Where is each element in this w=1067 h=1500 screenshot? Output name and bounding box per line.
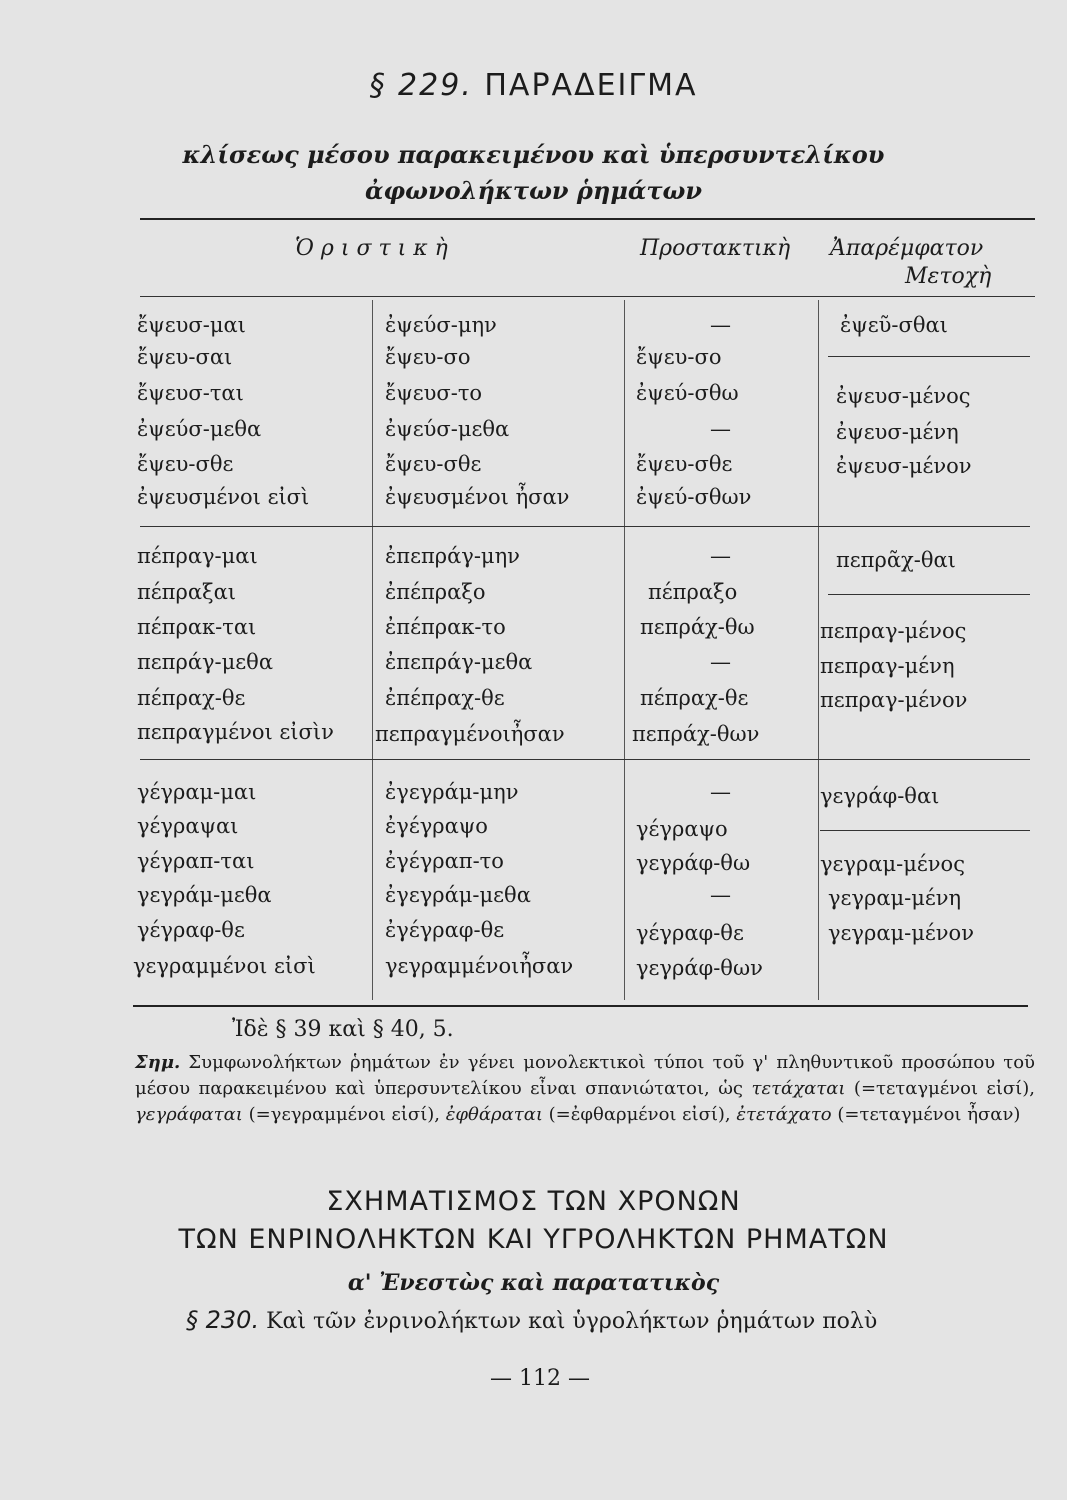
perfect-form: γεγραμμένοι εἰσὶ [133,954,316,978]
perfect-form: πέπραγ-μαι [137,544,258,568]
infinitive-participle-form: πεπραγ-μένη [820,654,955,678]
footnote-gloss: (=τεταγμένοι ἦσαν) [837,1104,1021,1125]
col-header-indicative: Ὁ ρ ι σ τ ι κ ὴ [295,236,448,261]
page-number: — 112 — [490,1366,590,1391]
pluperfect-form: ἐπέπραχ-θε [385,686,505,710]
imperative-form: πέπραξο [648,580,738,604]
pluperfect-form: ἐγέγραψο [385,814,488,838]
column-divider [624,300,625,1000]
imperative-form: — [710,650,731,674]
perfect-form: ἐψευσμένοι εἰσὶ [137,485,310,509]
imperative-form: ἐψεύ-σθων [636,485,752,509]
pluperfect-form: ἐπεπράγ-μην [385,544,520,568]
imperative-form: ἐψεύ-σθω [636,381,739,405]
pluperfect-form: ἐγεγράμ-μην [385,780,519,804]
pluperfect-form: ἐπέπρακ-το [385,615,506,639]
blank-line [828,356,1030,357]
pluperfect-form: ἐψεύσ-μεθα [385,417,510,441]
blank-line [820,830,1030,831]
perfect-form: πεπραγμένοι εἰσὶν [137,720,334,744]
footnote-gloss: (=γεγραμμένοι εἰσί), [248,1104,441,1125]
table-subtitle-line2: ἀφωνολήκτων ῥημάτων [364,176,703,205]
footnote-text: Συμφωνολήκτων ῥημάτων ἐν γένει μονολεκτικοὶ τύποι τοῦ γ' πληθυντικοῦ προσώπου τοῦ μέσου παρακειμένου καὶ ὑπερσυντελίκου εἶναι σπανιώτατοι, ὡς [135,1052,1035,1099]
pluperfect-form: ἐγεγράμ-μεθα [385,883,531,907]
perfect-form: ἔψευσ-ται [137,381,244,405]
infinitive-participle-form: πεπρᾶχ-θαι [836,548,956,572]
column-divider [818,300,819,1000]
perfect-form: πεπράγ-μεθα [137,650,274,674]
table-top-rule [140,218,1035,220]
footnote-example: τετάχαται [751,1078,846,1099]
infinitive-participle-form: ἐψευσ-μένη [836,420,959,444]
infinitive-participle-form: πεπραγ-μένον [820,688,968,712]
table-header-rule [140,296,1035,297]
section-number: § 229. [369,68,473,103]
infinitive-participle-form: ἐψευσ-μένον [836,454,972,478]
pluperfect-form: γεγραμμένοιἦσαν [385,954,574,978]
footnote-example: ἐτετάχατο [736,1104,832,1125]
perfect-form: γέγραψαι [137,814,239,838]
imperative-form: — [710,780,731,804]
infinitive-participle-form: ἐψεῦ-σθαι [840,313,948,337]
pluperfect-form: ἐγέγραφ-θε [385,918,505,942]
blank-line [828,594,1030,595]
perfect-form: γεγράμ-μεθα [137,883,272,907]
perfect-form: πέπραξαι [137,580,236,604]
pluperfect-form: ἐπέπραξο [385,580,486,604]
imperative-form: γεγράφ-θων [636,956,763,980]
footnote-label: Σημ. [135,1052,181,1073]
infinitive-participle-form: γεγραμ-μένον [828,921,974,945]
perfect-form: γέγραπ-ται [137,849,255,873]
pluperfect-form: ἐγέγραπ-το [385,849,504,873]
footnote-gloss: (=ἐφθαρμένοι εἰσί), [548,1104,731,1125]
imperative-form: πεπράχ-θων [632,722,760,746]
imperative-form: — [710,313,731,337]
group-separator [140,526,1030,527]
imperative-form: — [710,417,731,441]
perfect-form: γέγραφ-θε [137,918,245,942]
perfect-form: ἔψευ-σαι [137,345,233,369]
footnote [135,1050,1035,1128]
perfect-form: γέγραμ-μαι [137,780,257,804]
imperative-form: ἔψευ-σο [636,345,722,369]
pluperfect-form: ἔψευ-σθε [385,452,482,476]
see-also-reference: Ἰδὲ § 39 καὶ § 40, 5. [232,1017,454,1042]
col-header-imperative: Προστακτικὴ [640,236,791,261]
imperative-form: γέγραφ-θε [636,921,744,945]
table-subtitle-line1: κλίσεως μέσου παρακειμένου καὶ ὑπερσυντελίκου [182,140,885,169]
perfect-form: ἔψευσ-μαι [137,313,246,337]
table-bottom-rule [133,1005,1028,1007]
imperative-form: γεγράφ-θω [636,851,751,875]
footnote-example: γεγράφαται [135,1104,243,1125]
pluperfect-form: ἐπεπράγ-μεθα [385,650,533,674]
imperative-form: γέγραψο [636,817,728,841]
col-header-infinitive: Ἀπαρέμφατον [830,236,984,261]
infinitive-participle-form: γεγράφ-θαι [820,784,940,808]
infinitive-participle-form: γεγραμ-μένος [820,852,965,876]
imperative-form: — [710,544,731,568]
footnote-example: ἐφθάραται [445,1104,543,1125]
infinitive-participle-form: πεπραγ-μένος [820,619,967,643]
pluperfect-form: ἐψεύσ-μην [385,313,497,337]
chapter-heading-line1: ΣΧΗΜΑΤΙΣΜΟΣ ΤΩΝ ΧΡΟΝΩΝ [326,1186,741,1217]
section-title: ΠΑΡΑΔΕΙΓΜΑ [484,68,698,103]
infinitive-participle-form: γεγραμ-μένη [828,886,962,910]
imperative-form: πεπράχ-θω [640,615,755,639]
col-header-participle: Μετοχὴ [905,264,992,289]
imperative-form: ἔψευ-σθε [636,452,733,476]
pluperfect-form: πεπραγμένοιἦσαν [375,722,565,746]
perfect-form: ἔψευ-σθε [137,452,234,476]
paragraph-text: Καὶ τῶν ἐνρινολήκτων καὶ ὑγρολήκτων ῥημάτων πολὺ [266,1309,878,1334]
pluperfect-form: ἐψευσμένοι ἦσαν [385,485,570,509]
group-separator [140,759,1030,760]
perfect-form: πέπραχ-θε [137,686,246,710]
imperative-form: — [710,883,731,907]
subheading: α' Ἐνεστὼς καὶ παρατατικὸς [347,1270,720,1296]
paragraph-230 [186,1306,877,1334]
column-divider [372,300,373,1000]
infinitive-participle-form: ἐψευσ-μένος [836,384,971,408]
chapter-heading-line2: ΤΩΝ ΕΝΡΙΝΟΛΗΚΤΩΝ ΚΑΙ ΥΓΡΟΛΗΚΤΩΝ ΡΗΜΑΤΩΝ [178,1224,889,1255]
pluperfect-form: ἔψευσ-το [385,381,483,405]
paragraph-section-number: § 230. [186,1306,260,1334]
section-header [0,68,1067,103]
pluperfect-form: ἔψευ-σο [385,345,471,369]
footnote-gloss: (=τεταγμένοι εἰσί), [853,1078,1035,1099]
perfect-form: ἐψεύσ-μεθα [137,417,262,441]
imperative-form: πέπραχ-θε [640,686,749,710]
perfect-form: πέπρακ-ται [137,615,257,639]
